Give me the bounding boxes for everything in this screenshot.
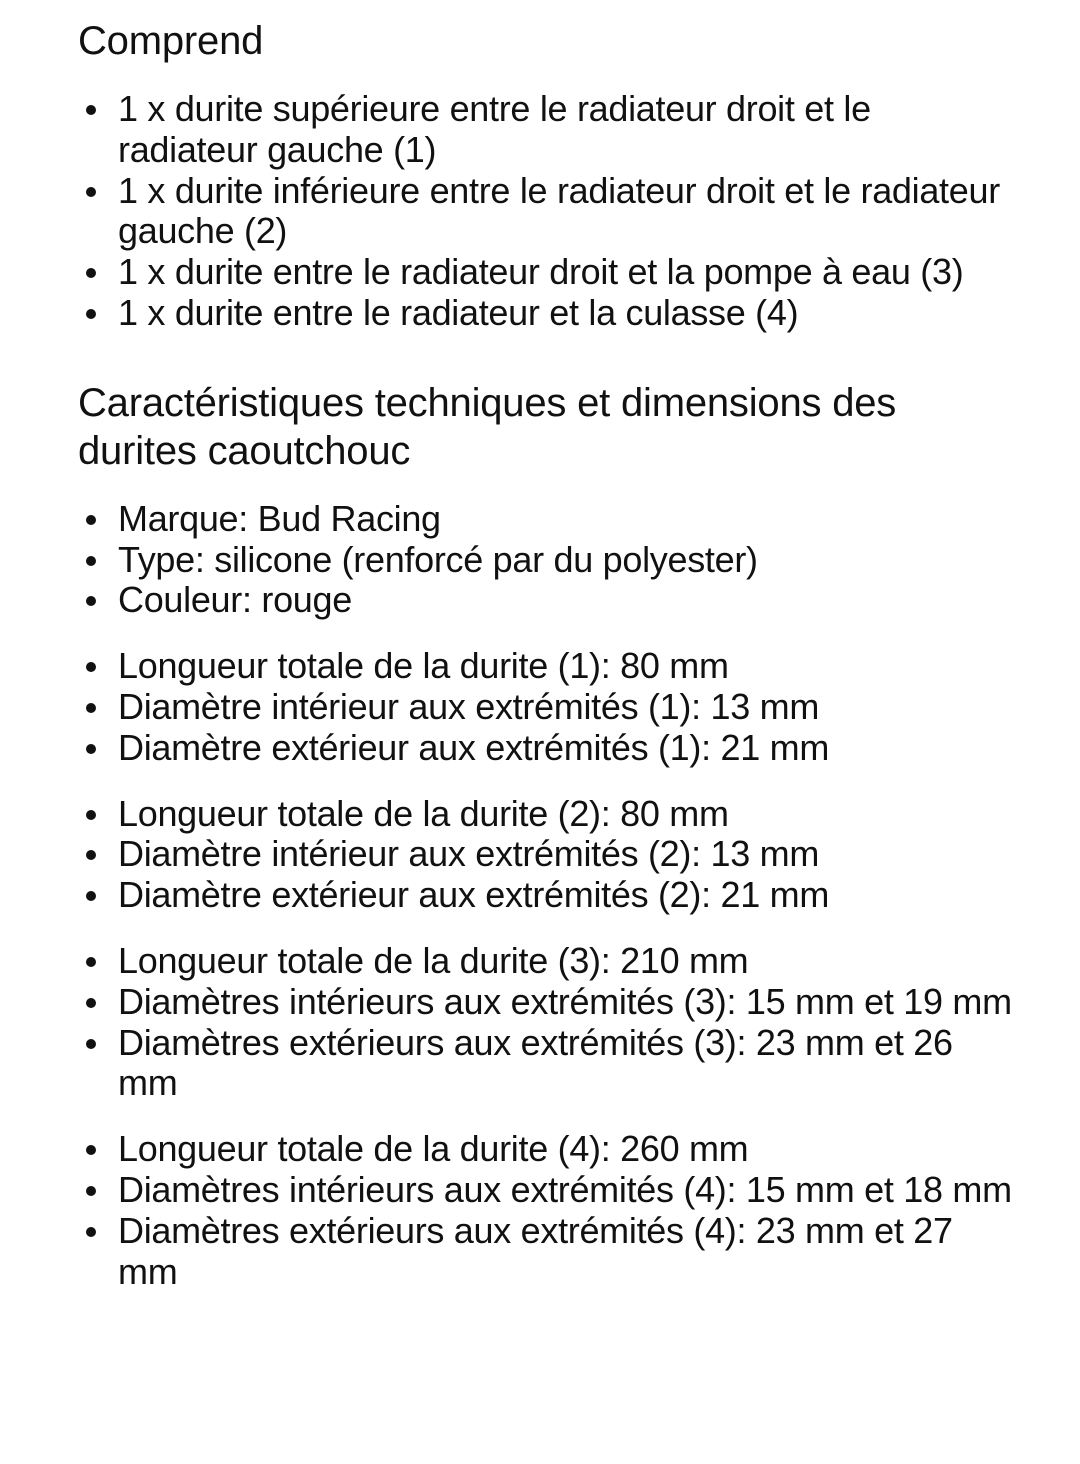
- list-item: Diamètre intérieur aux extrémités (2): 13 mm: [118, 834, 1018, 875]
- list-item: Couleur: rouge: [118, 580, 1018, 621]
- durite-2-specs-list: [78, 794, 1018, 916]
- list-item: Marque: Bud Racing: [118, 499, 1018, 540]
- list-item: 1 x durite entre le radiateur droit et la pompe à eau (3): [118, 252, 1018, 293]
- list-item: 1 x durite entre le radiateur et la culasse (4): [118, 293, 1018, 334]
- list-item: Diamètres intérieurs aux extrémités (3): 15 mm et 19 mm: [118, 982, 1018, 1023]
- specs-heading: Caractéristiques techniques et dimensions des durites caoutchouc: [78, 380, 897, 473]
- durite-4-specs-list: [78, 1129, 1018, 1292]
- general-specs-list: [78, 499, 1018, 621]
- list-item: Diamètres extérieurs aux extrémités (3): 23 mm et 26 mm: [118, 1023, 1018, 1105]
- comprend-heading: Comprend: [78, 19, 264, 63]
- durite-3-specs-list: [78, 941, 1018, 1104]
- list-item: 1 x durite inférieure entre le radiateur droit et le radiateur gauche (2): [118, 171, 1018, 253]
- product-description: [78, 0, 1018, 1292]
- list-item: Diamètre extérieur aux extrémités (1): 21 mm: [118, 728, 1018, 769]
- list-item: Longueur totale de la durite (3): 210 mm: [118, 941, 1018, 982]
- list-item: Diamètre extérieur aux extrémités (2): 21 mm: [118, 875, 1018, 916]
- list-item: Diamètre intérieur aux extrémités (1): 13 mm: [118, 687, 1018, 728]
- list-item: Diamètres extérieurs aux extrémités (4): 23 mm et 27 mm: [118, 1211, 1018, 1293]
- list-item: 1 x durite supérieure entre le radiateur droit et le radiateur gauche (1): [118, 89, 1018, 171]
- durite-1-specs-list: [78, 646, 1018, 768]
- list-item: Type: silicone (renforcé par du polyester): [118, 540, 1018, 581]
- list-item: Diamètres intérieurs aux extrémités (4): 15 mm et 18 mm: [118, 1170, 1018, 1211]
- list-item: Longueur totale de la durite (1): 80 mm: [118, 646, 1018, 687]
- comprend-list: [78, 89, 1018, 334]
- list-item: Longueur totale de la durite (4): 260 mm: [118, 1129, 1018, 1170]
- list-item: Longueur totale de la durite (2): 80 mm: [118, 794, 1018, 835]
